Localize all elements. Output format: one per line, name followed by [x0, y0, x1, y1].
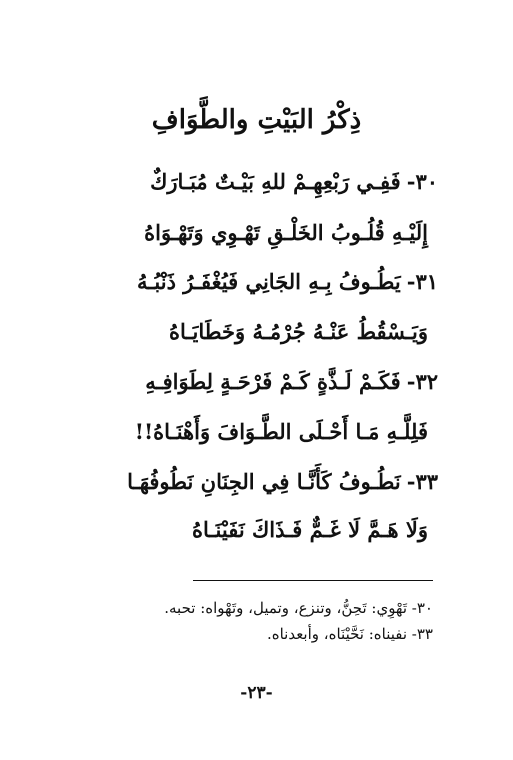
- footnote-divider: [193, 580, 433, 581]
- verse-number: ٣١-: [406, 269, 438, 294]
- verse-31-first-hemistich: [137, 262, 438, 302]
- verse-32-second-hemistich: فَلِلَّـهِ مَـا أَحْـلَى الطَّـوَافَ وَأَهْنَـاهُ!!: [134, 419, 428, 444]
- verse-text: يَطُـوفُ بِـهِ الجَانِي فَيُغْفَـرُ ذَنْبُـهُ: [137, 269, 401, 294]
- verse-33-second-hemistich: وَلَا هَـمَّ لَا غَـمٌّ فَـذَاكَ نَفَيْنَـاهُ: [191, 517, 428, 542]
- verse-text: فَكَـمْ لَـذَّةٍ كَـمْ فَرْحَـةٍ لِطَوَافِـهِ: [145, 369, 401, 394]
- footnote: ٣٠- تَهْوِي: تَحِنُّ، وتنزع، وتميل، وتَهْواه: تحبه.: [164, 599, 433, 617]
- section-title: ذِكْرُ البَيْتِ والطَّوَافِ: [151, 105, 362, 135]
- verse-33-first-hemistich: [127, 462, 438, 502]
- page-number: -٢٣-: [240, 683, 273, 703]
- verse-31-second-hemistich: وَيَـسْقُطُ عَنْـهُ جُرْمُـهُ وَخَطَايَـاهُ: [168, 319, 428, 344]
- verse-number: ٣٠-: [406, 169, 438, 194]
- verse-number: ٣٢-: [406, 369, 438, 394]
- verse-32-first-hemistich: [145, 362, 438, 402]
- verse-text: نَطُـوفُ كَأَنَّـا فِي الجِنَانِ نَطُوفُهَـا: [127, 469, 401, 494]
- footnote: ٣٣- نفيناه: نَحَّيْنَاه، وأبعدناه.: [266, 625, 433, 643]
- verse-30-first-hemistich: [150, 162, 438, 202]
- verse-number: ٣٣-: [406, 469, 438, 494]
- verse-30-second-hemistich: إِلَيْـهِ قُلُـوبُ الخَلْـقِ تَهْـوِي وَتَهْـوَاهُ: [144, 220, 428, 245]
- verse-text: فَفِـي رَبْعِهِـمْ للهِ بَيْـتٌ مُبَـارَكٌ: [150, 169, 401, 194]
